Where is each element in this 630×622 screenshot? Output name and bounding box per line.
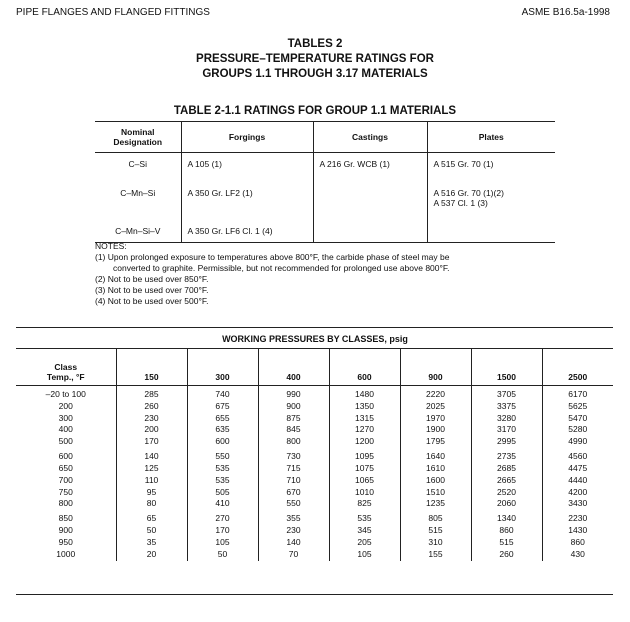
pressure-cell: 205	[329, 537, 400, 549]
table-row	[16, 487, 613, 499]
pressure-cell: 800	[258, 436, 329, 448]
pressure-cell: 65	[116, 510, 187, 525]
temperature-cell: 600	[58, 451, 73, 462]
materials-table	[95, 121, 555, 243]
pressure-cell: 3170	[471, 424, 542, 436]
forgings-cell: A 350 Gr. LF6 Cl. 1 (4)	[181, 220, 313, 243]
temperature-cell: 200	[58, 400, 73, 411]
divider	[16, 327, 613, 328]
pressure-cell: 710	[258, 475, 329, 487]
pressure-cell: 3705	[471, 386, 542, 401]
pressure-cell: 105	[187, 537, 258, 549]
pressure-cell: 3430	[542, 498, 613, 510]
class-header: 300	[187, 349, 258, 386]
pressure-cell: 310	[400, 537, 471, 549]
pressure-cell: 1340	[471, 510, 542, 525]
castings-header: Castings	[313, 122, 427, 153]
designation-cell: C–Mn–Si–V	[95, 220, 181, 243]
table-row	[16, 525, 613, 537]
plates-cell: A 515 Gr. 70 (1)	[427, 153, 555, 183]
tables-heading: TABLES 2	[287, 38, 343, 50]
pressure-cell: 875	[258, 413, 329, 425]
note-4: (4) Not to be used over 500°F.	[95, 296, 209, 306]
temperature-cell: 1000	[56, 548, 76, 559]
pressure-cell: 860	[471, 525, 542, 537]
forgings-cell: A 105 (1)	[181, 153, 313, 183]
pressure-cell: 95	[116, 487, 187, 499]
table-row	[16, 498, 613, 510]
pressure-cell: 3280	[471, 413, 542, 425]
castings-cell	[313, 220, 427, 243]
nominal-designation-header: Nominal Designation	[95, 122, 181, 153]
tables-subheading-2: GROUPS 1.1 THROUGH 3.17 MATERIALS	[202, 68, 428, 80]
table-row	[16, 436, 613, 448]
temperature-cell: 500	[58, 436, 73, 447]
table-row	[16, 463, 613, 475]
pressure-cell: 740	[187, 386, 258, 401]
temperature-cell: 850	[58, 513, 73, 524]
temperature-cell: 650	[58, 462, 73, 473]
pressure-cell: 110	[116, 475, 187, 487]
table-row	[95, 182, 555, 220]
pressure-cell: 1315	[329, 413, 400, 425]
pressure-cell: 200	[116, 424, 187, 436]
pressure-cell: 1600	[400, 475, 471, 487]
table-row	[16, 510, 613, 525]
pressure-cell: 1480	[329, 386, 400, 401]
running-header-title: PIPE FLANGES AND FLANGED FITTINGS	[16, 7, 210, 18]
designation-cell: C–Si	[128, 159, 147, 169]
running-header-standard: ASME B16.5a-1998	[521, 7, 610, 18]
table-row	[16, 475, 613, 487]
pressure-cell: 50	[187, 549, 258, 561]
table-2-1-1-title: TABLE 2-1.1 RATINGS FOR GROUP 1.1 MATERIALS	[173, 105, 457, 117]
pressure-cell: 825	[329, 498, 400, 510]
class-header: 2500	[542, 349, 613, 386]
pressure-cell: 285	[116, 386, 187, 401]
pressure-cell: 1900	[400, 424, 471, 436]
pressure-cell: 155	[400, 549, 471, 561]
temperature-cell: 750	[58, 486, 73, 497]
pressure-cell: 4200	[542, 487, 613, 499]
pressure-cell: 635	[187, 424, 258, 436]
pressure-cell: 1010	[329, 487, 400, 499]
pressure-cell: 1430	[542, 525, 613, 537]
table-row	[95, 220, 555, 243]
pressure-cell: 2735	[471, 448, 542, 463]
pressure-cell: 4475	[542, 463, 613, 475]
pressure-cell: 20	[116, 549, 187, 561]
pressure-cell: 1350	[329, 401, 400, 413]
pressure-cell: 80	[116, 498, 187, 510]
temperature-cell: 400	[58, 424, 73, 435]
pressure-cell: 655	[187, 413, 258, 425]
table-row	[16, 386, 613, 401]
pressure-cell: 430	[542, 549, 613, 561]
pressure-cell: 70	[258, 549, 329, 561]
pressure-cell: 1970	[400, 413, 471, 425]
pressure-cell: 140	[258, 537, 329, 549]
pressure-cell: 1270	[329, 424, 400, 436]
pressure-cell: 5470	[542, 413, 613, 425]
temperature-cell: –20 to 100	[45, 389, 86, 399]
pressure-cell: 675	[187, 401, 258, 413]
note-2: (2) Not to be used over 850°F.	[95, 274, 209, 284]
class-header: 150	[116, 349, 187, 386]
pressure-cell: 860	[542, 537, 613, 549]
class-header: 400	[258, 349, 329, 386]
divider	[16, 594, 613, 595]
plates-cell: A 516 Gr. 70 (1)(2) A 537 Cl. 1 (3)	[427, 182, 555, 220]
table-row	[16, 448, 613, 463]
pressure-cell: 125	[116, 463, 187, 475]
pressure-cell: 900	[258, 401, 329, 413]
class-header: 1500	[471, 349, 542, 386]
pressure-cell: 2025	[400, 401, 471, 413]
pressure-cell: 1235	[400, 498, 471, 510]
pressure-cell: 345	[329, 525, 400, 537]
pressure-cell: 2220	[400, 386, 471, 401]
temperature-cell: 800	[58, 498, 73, 509]
pressure-cell: 550	[258, 498, 329, 510]
pressure-cell: 4990	[542, 436, 613, 448]
pressure-cell: 3375	[471, 401, 542, 413]
pressure-cell: 140	[116, 448, 187, 463]
working-pressures-table	[16, 348, 613, 561]
table-row	[16, 424, 613, 436]
pressure-cell: 5280	[542, 424, 613, 436]
notes-block	[95, 241, 565, 307]
plates-cell	[427, 220, 555, 243]
pressure-cell: 170	[187, 525, 258, 537]
tables-subheading-1: PRESSURE–TEMPERATURE RATINGS FOR	[196, 53, 434, 65]
pressure-cell: 535	[187, 463, 258, 475]
pressure-cell: 2665	[471, 475, 542, 487]
castings-cell: A 216 Gr. WCB (1)	[313, 153, 427, 183]
pressure-cell: 170	[116, 436, 187, 448]
pressure-cell: 260	[116, 401, 187, 413]
temperature-cell: 300	[58, 412, 73, 423]
pressure-cell: 4560	[542, 448, 613, 463]
pressure-cell: 1610	[400, 463, 471, 475]
class-temp-header: Class Temp., °F	[16, 349, 116, 386]
forgings-cell: A 350 Gr. LF2 (1)	[181, 182, 313, 220]
table-row	[16, 537, 613, 549]
pressure-cell: 355	[258, 510, 329, 525]
table-row	[16, 549, 613, 561]
pressure-cell: 5625	[542, 401, 613, 413]
pressure-cell: 730	[258, 448, 329, 463]
pressure-cell: 230	[258, 525, 329, 537]
pressure-cell: 1095	[329, 448, 400, 463]
pressure-cell: 845	[258, 424, 329, 436]
pressure-cell: 505	[187, 487, 258, 499]
pressure-cell: 715	[258, 463, 329, 475]
table-row	[95, 153, 555, 183]
class-header: 600	[329, 349, 400, 386]
working-pressures-title: WORKING PRESSURES BY CLASSES, psig	[222, 334, 408, 344]
working-pressures-body	[16, 386, 613, 561]
pressure-cell: 515	[471, 537, 542, 549]
pressure-cell: 550	[187, 448, 258, 463]
class-header: 900	[400, 349, 471, 386]
pressure-cell: 990	[258, 386, 329, 401]
note-1: (1) Upon prolonged exposure to temperatures above 800°F, the carbide phase of steel may be	[95, 252, 450, 262]
pressure-cell: 2995	[471, 436, 542, 448]
pressure-cell: 670	[258, 487, 329, 499]
notes-heading: NOTES:	[95, 241, 127, 251]
pressure-cell: 535	[187, 475, 258, 487]
pressure-cell: 50	[116, 525, 187, 537]
note-1-continued: converted to graphite. Permissible, but not recommended for prolonged use above 800°F.	[113, 263, 450, 273]
pressure-cell: 600	[187, 436, 258, 448]
pressure-cell: 410	[187, 498, 258, 510]
pressure-cell: 1065	[329, 475, 400, 487]
pressure-cell: 260	[471, 549, 542, 561]
note-3: (3) Not to be used over 700°F.	[95, 285, 209, 295]
pressure-cell: 2520	[471, 487, 542, 499]
temperature-cell: 950	[58, 536, 73, 547]
pressure-cell: 2685	[471, 463, 542, 475]
pressure-cell: 105	[329, 549, 400, 561]
forgings-header: Forgings	[181, 122, 313, 153]
designation-cell: C–Mn–Si	[120, 188, 156, 198]
table-row	[16, 413, 613, 425]
pressure-cell: 4440	[542, 475, 613, 487]
pressure-cell: 2060	[471, 498, 542, 510]
pressure-cell: 515	[400, 525, 471, 537]
pressure-cell: 6170	[542, 386, 613, 401]
pressure-cell: 230	[116, 413, 187, 425]
temperature-cell: 900	[58, 525, 73, 536]
table-row	[16, 401, 613, 413]
pressure-cell: 535	[329, 510, 400, 525]
pressure-cell: 1640	[400, 448, 471, 463]
pressure-cell: 1795	[400, 436, 471, 448]
castings-cell	[313, 182, 427, 220]
pressure-cell: 2230	[542, 510, 613, 525]
pressure-cell: 1200	[329, 436, 400, 448]
pressure-cell: 1075	[329, 463, 400, 475]
pressure-cell: 270	[187, 510, 258, 525]
pressure-cell: 1510	[400, 487, 471, 499]
plates-header: Plates	[427, 122, 555, 153]
pressure-cell: 805	[400, 510, 471, 525]
temperature-cell: 700	[58, 474, 73, 485]
pressure-cell: 35	[116, 537, 187, 549]
